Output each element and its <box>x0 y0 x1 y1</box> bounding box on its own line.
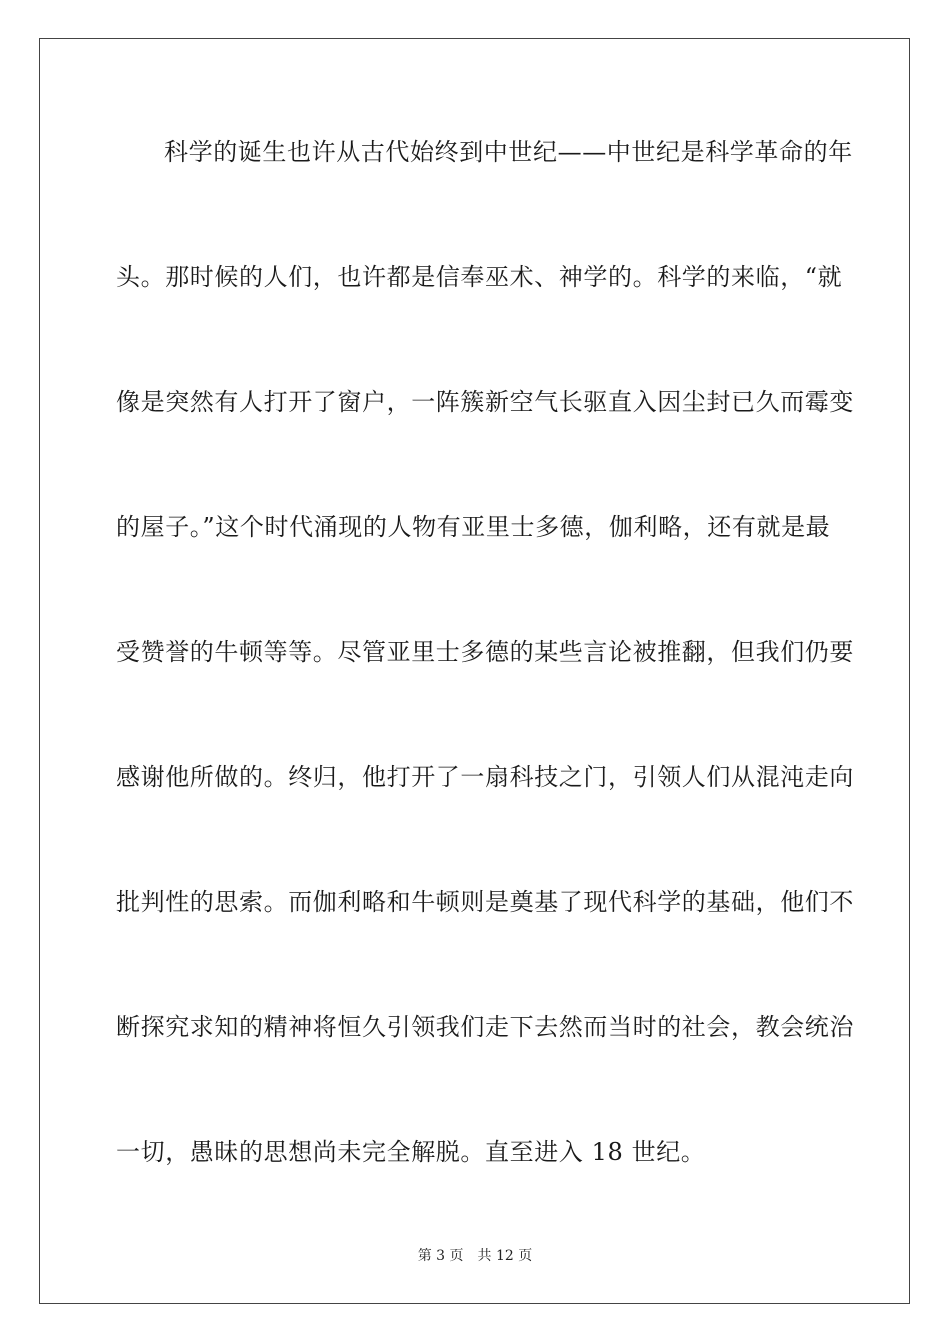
paragraph-line: 头。那时候的人们，也许都是信奉巫术、神学的。科学的来临，“就 <box>116 263 843 291</box>
page-footer <box>0 1246 950 1266</box>
paragraph-line: 像是突然有人打开了窗户，一阵簇新空气长驱直入因尘封已久而霉变 <box>116 388 854 416</box>
current-page-number: 第 3 页 <box>417 1248 464 1264</box>
paragraph-line: 的屋子。”这个时代涌现的人物有亚里士多德，伽利略，还有就是最 <box>116 513 831 541</box>
paragraph-line: 感谢他所做的。终归，他打开了一扇科技之门，引领人们从混沌走向 <box>116 763 854 791</box>
paragraph-line: 科学的诞生也许从古代始终到中世纪——中世纪是科学革命的年 <box>164 138 853 166</box>
paragraph-line: 批判性的思索。而伽利略和牛顿则是奠基了现代科学的基础，他们不 <box>116 888 854 916</box>
body-paragraph <box>116 124 854 1249</box>
total-page-count: 共 12 页 <box>477 1248 533 1264</box>
paragraph-line: 受赞誉的牛顿等等。尽管亚里士多德的某些言论被推翻，但我们仍要 <box>116 638 854 666</box>
paragraph-line: 一切，愚昧的思想尚未完全解脱。直至进入 18 世纪。 <box>116 1138 706 1166</box>
paragraph-line: 断探究求知的精神将恒久引领我们走下去然而当时的社会，教会统治 <box>116 1013 854 1041</box>
